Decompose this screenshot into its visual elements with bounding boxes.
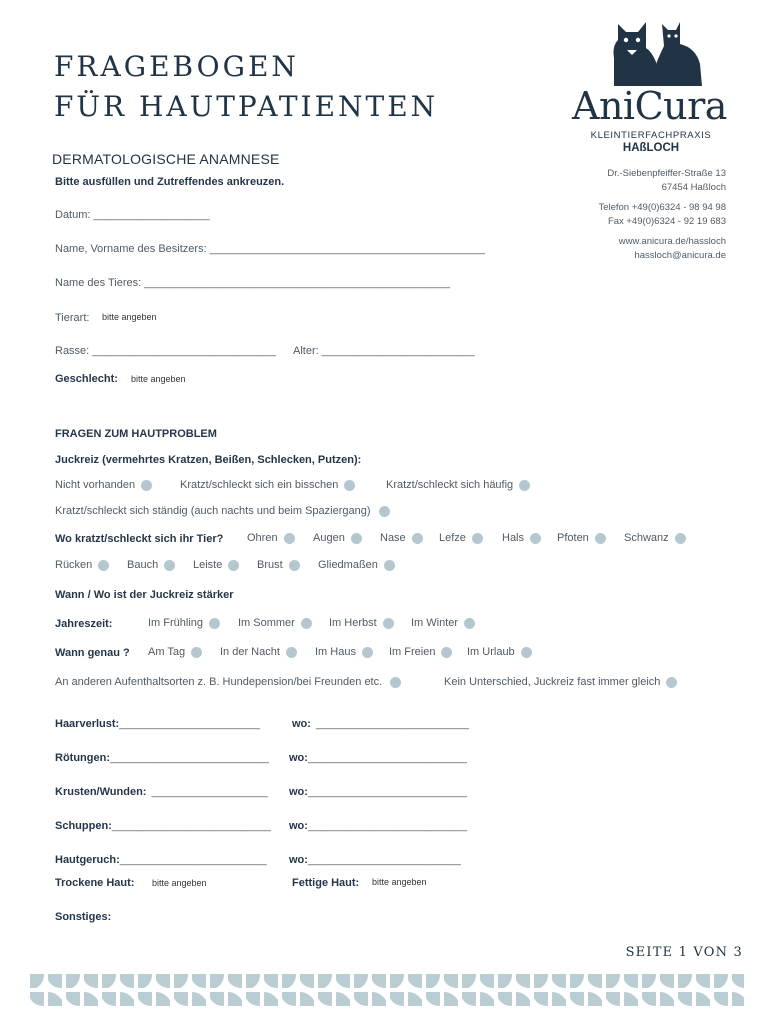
symptom-label: Rötungen: — [55, 752, 110, 764]
location-label: wo: — [292, 718, 311, 730]
radio-button[interactable] — [675, 533, 686, 544]
option-label: Schwanz — [624, 532, 669, 544]
radio-button[interactable] — [383, 618, 394, 629]
contact-zip-city: 67454 Haßloch — [661, 182, 726, 193]
symptom-input[interactable]: ________________________ — [119, 854, 267, 866]
itch-heading: Juckreiz (vermehrtes Kratzen, Beißen, Schlecken, Putzen): — [55, 454, 362, 466]
option-label: Im Urlaub — [467, 646, 515, 658]
instruction: Bitte ausfüllen und Zutreffendes ankreuzen. — [55, 176, 285, 188]
symptom-row-hautgeruch — [55, 848, 267, 867]
option-label: Im Freien — [389, 646, 436, 658]
symptom-label: Haarverlust: — [55, 718, 120, 730]
sex-label: Geschlecht: — [55, 373, 118, 385]
option-label: Gliedmaßen — [318, 559, 378, 571]
option-ein-bisschen[interactable] — [180, 479, 355, 491]
symptom-row-haarverlust — [55, 712, 260, 731]
option-label: Bauch — [127, 559, 159, 571]
option-im-haus[interactable] — [315, 646, 373, 658]
page-indicator: SEITE 1 VON 3 — [625, 945, 743, 960]
option-label: In der Nacht — [220, 646, 280, 658]
symptom-label: Krusten/Wunden: — [55, 786, 147, 798]
subtitle: DERMATOLOGISCHE ANAMNESE — [52, 151, 280, 167]
misc-label: Sonstiges: — [55, 911, 112, 923]
season-label: Jahreszeit: — [55, 618, 113, 630]
species-select[interactable]: bitte angeben — [102, 312, 157, 322]
option-label: Hals — [502, 532, 525, 544]
option-hals[interactable] — [502, 532, 541, 544]
title-line-1: FRAGEBOGEN — [54, 50, 299, 83]
dry-skin-label: Trockene Haut: — [55, 877, 135, 889]
option-fruehling[interactable] — [148, 617, 220, 629]
radio-button[interactable] — [412, 533, 423, 544]
radio-button[interactable] — [98, 560, 109, 571]
questions-heading: FRAGEN ZUM HAUTPROBLEM — [55, 428, 217, 440]
radio-button[interactable] — [141, 480, 152, 491]
radio-button[interactable] — [344, 480, 355, 491]
sex-select[interactable]: bitte angeben — [131, 374, 186, 384]
radio-button[interactable] — [521, 647, 532, 658]
option-label: Leiste — [193, 559, 223, 571]
when-label: Wann genau ? — [55, 647, 130, 659]
option-haeufig[interactable] — [386, 479, 530, 491]
option-label: Nicht vorhanden — [55, 479, 136, 491]
symptom-input[interactable]: _______________________ — [119, 718, 260, 730]
option-label: Augen — [313, 532, 345, 544]
owner-name-field[interactable]: Name, Vorname des Besitzers: _____________________________________________ — [55, 243, 485, 255]
age-field[interactable]: Alter: _________________________ — [293, 345, 475, 357]
where-label: Wo kratzt/schleckt sich ihr Tier? — [55, 533, 224, 545]
option-sommer[interactable] — [238, 617, 312, 629]
option-pfoten[interactable] — [557, 532, 606, 544]
location-input[interactable]: _________________________ — [307, 854, 461, 866]
dry-skin-select[interactable]: bitte angeben — [152, 878, 207, 888]
option-staendig[interactable] — [55, 505, 390, 517]
symptom-label: Schuppen: — [55, 820, 112, 832]
cat-and-dog-logo-icon — [612, 18, 704, 88]
option-label: Im Winter — [411, 617, 459, 629]
option-label: Kratzt/schleckt sich häufig — [386, 479, 514, 491]
location-label: wo: — [289, 854, 308, 866]
radio-button[interactable] — [384, 560, 395, 571]
option-ohren[interactable] — [247, 532, 295, 544]
symptom-row-krusten — [55, 780, 268, 799]
contact-fax: Fax +49(0)6324 - 92 19 683 — [607, 216, 726, 227]
option-im-freien[interactable] — [389, 646, 452, 658]
contact-web[interactable]: www.anicura.de/hassloch — [618, 236, 726, 247]
radio-button[interactable] — [301, 618, 312, 629]
option-andere-orte[interactable] — [55, 676, 401, 688]
option-kein-unterschied[interactable] — [444, 676, 677, 688]
location-row-schuppen — [289, 814, 467, 833]
radio-button[interactable] — [390, 677, 401, 688]
option-label: Am Tag — [148, 646, 186, 658]
option-brust[interactable] — [257, 559, 300, 571]
location-row-haarverlust — [292, 712, 469, 731]
radio-button[interactable] — [595, 533, 606, 544]
option-label: Im Frühling — [148, 617, 204, 629]
decorative-pattern-band — [28, 972, 744, 1008]
option-label: An anderen Aufenthaltsorten z. B. Hundepension/bei Freunden etc. — [55, 676, 383, 688]
radio-button[interactable] — [228, 560, 239, 571]
location-input[interactable]: __________________________ — [307, 820, 468, 832]
symptom-row-roetungen — [55, 746, 269, 765]
symptom-row-schuppen — [55, 814, 271, 833]
oily-skin-select[interactable]: bitte angeben — [372, 877, 427, 887]
radio-button[interactable] — [289, 560, 300, 571]
radio-button[interactable] — [530, 533, 541, 544]
oily-skin-label: Fettige Haut: — [292, 877, 360, 889]
location-row-roetungen — [289, 746, 467, 765]
animal-name-field[interactable]: Name des Tieres: __________________________________________________ — [55, 277, 451, 289]
location-label: wo: — [289, 820, 308, 832]
option-herbst[interactable] — [329, 617, 394, 629]
location-input[interactable]: __________________________ — [307, 752, 468, 764]
symptom-input[interactable]: __________________________ — [109, 752, 270, 764]
option-am-tag[interactable] — [148, 646, 202, 658]
option-in-der-nacht[interactable] — [220, 646, 297, 658]
breed-field[interactable]: Rasse: ______________________________ — [55, 345, 276, 357]
option-label: Rücken — [55, 559, 93, 571]
radio-button[interactable] — [362, 647, 373, 658]
symptom-label: Hautgeruch: — [55, 854, 120, 866]
title-line-2: FÜR HAUTPATIENTEN — [54, 90, 439, 123]
option-im-urlaub[interactable] — [467, 646, 532, 658]
option-label: Kratzt/schleckt sich ständig (auch nachts und beim Spaziergang) — [55, 505, 371, 517]
radio-button[interactable] — [379, 506, 390, 517]
option-schwanz[interactable] — [624, 532, 686, 544]
option-bauch[interactable] — [127, 559, 175, 571]
brand-name: AniCura — [572, 84, 727, 128]
location-input[interactable]: __________________________ — [307, 786, 468, 798]
option-label: Kein Unterschied, Juckreiz fast immer gleich — [444, 676, 661, 688]
radio-button[interactable] — [351, 533, 362, 544]
option-ruecken[interactable] — [55, 559, 109, 571]
when-heading: Wann / Wo ist der Juckreiz stärker — [55, 589, 234, 601]
radio-button[interactable] — [441, 647, 452, 658]
radio-button[interactable] — [519, 480, 530, 491]
option-lefze[interactable] — [439, 532, 483, 544]
location-row-hautgeruch — [289, 848, 461, 867]
symptom-input[interactable]: __________________________ — [111, 820, 271, 832]
option-label: Nase — [380, 532, 406, 544]
location-row-krusten — [289, 780, 467, 799]
radio-button[interactable] — [209, 618, 220, 629]
option-label: Im Haus — [315, 646, 356, 658]
radio-button[interactable] — [472, 533, 483, 544]
contact-email[interactable]: hassloch@anicura.de — [634, 250, 726, 261]
option-label: Im Sommer — [238, 617, 295, 629]
option-label: Pfoten — [557, 532, 589, 544]
location-label: wo: — [289, 752, 308, 764]
radio-button[interactable] — [164, 560, 175, 571]
option-nicht-vorhanden[interactable] — [55, 479, 152, 491]
option-label: Ohren — [247, 532, 278, 544]
brand-city: HAßLOCH — [622, 142, 680, 154]
location-label: wo: — [289, 786, 308, 798]
option-leiste[interactable] — [193, 559, 239, 571]
option-nase[interactable] — [380, 532, 423, 544]
brand-practice: KLEINTIERFACHPRAXIS — [590, 130, 712, 141]
contact-phone: Telefon +49(0)6324 - 98 94 98 — [598, 202, 726, 213]
symptom-input[interactable]: ___________________ — [151, 786, 268, 798]
species-label: Tierart: — [55, 312, 90, 324]
radio-button[interactable] — [666, 677, 677, 688]
option-label: Brust — [257, 559, 283, 571]
option-label: Lefze — [439, 532, 466, 544]
radio-button[interactable] — [286, 647, 297, 658]
option-label: Im Herbst — [329, 617, 377, 629]
contact-street: Dr.-Siebenpfeiffer-Straße 13 — [607, 168, 726, 179]
radio-button[interactable] — [464, 618, 475, 629]
option-augen[interactable] — [313, 532, 362, 544]
date-field[interactable]: Datum: ___________________ — [55, 209, 210, 221]
option-gliedmassen[interactable] — [318, 559, 395, 571]
option-winter[interactable] — [411, 617, 475, 629]
option-label: Kratzt/schleckt sich ein bisschen — [180, 479, 339, 491]
radio-button[interactable] — [284, 533, 295, 544]
radio-button[interactable] — [191, 647, 202, 658]
location-input[interactable]: _________________________ — [316, 718, 469, 730]
